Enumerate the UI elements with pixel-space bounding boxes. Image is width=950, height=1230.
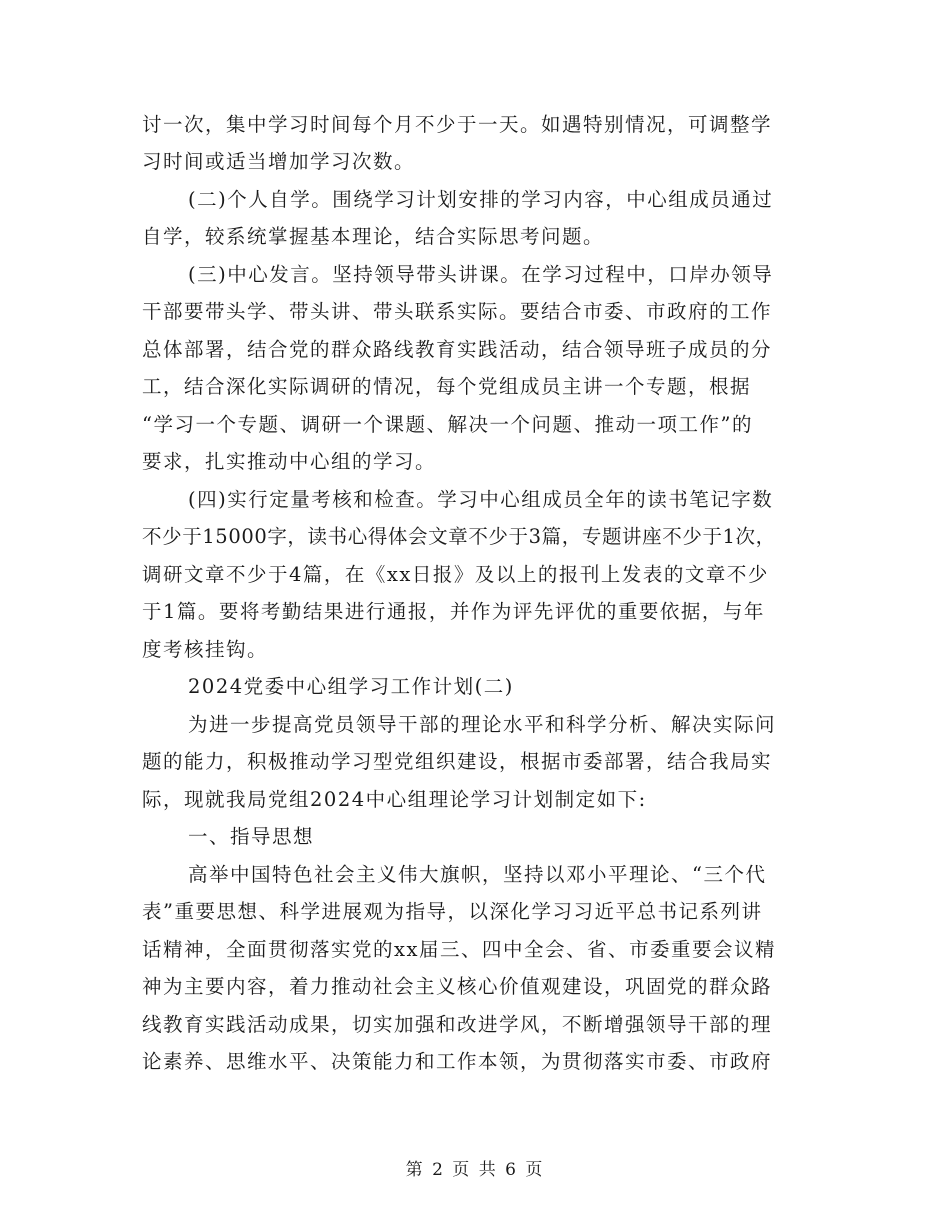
text-line: 自学，较系统掌握基本理论，结合实际思考问题。 <box>142 225 605 248</box>
text-line: 讨一次，集中学习时间每个月不少于一天。如遇特别情况，可调整学 <box>142 113 773 136</box>
text-line: 神为主要内容，着力推动社会主义核心价值观建设，巩固党的群众路 <box>142 975 773 998</box>
text-line: 度考核挂钩。 <box>142 638 269 661</box>
text-line: 表”重要思想、科学进展观为指导，以深化学习习近平总书记系列讲 <box>142 900 763 923</box>
text-line: (三)中心发言。坚持领导带头讲课。在学习过程中，口岸办领导 <box>188 263 774 286</box>
text-line: 总体部署，结合党的群众路线教育实践活动，结合领导班子成员的分 <box>142 338 773 361</box>
section-heading: 2024党委中心组学习工作计划(二) <box>188 675 514 698</box>
text-line: 为进一步提高党员领导干部的理论水平和科学分析、解决实际问 <box>188 713 777 736</box>
text-line: (二)个人自学。围绕学习计划安排的学习内容，中心组成员通过 <box>188 188 774 211</box>
text-line: 习时间或适当增加学习次数。 <box>142 150 416 173</box>
text-line: 线教育实践活动成果，切实加强和改进学风，不断增强领导干部的理 <box>142 1013 773 1036</box>
page-number: 第 2 页 共 6 页 <box>405 1160 545 1180</box>
text-line: (四)实行定量考核和检查。学习中心组成员全年的读书笔记字数 <box>188 488 774 511</box>
text-line: 际，现就我局党组2024中心组理论学习计划制定如下: <box>142 788 647 811</box>
text-line: 不少于15000字，读书心得体会文章不少于3篇，专题讲座不少于1次， <box>142 525 776 548</box>
text-line: 话精神，全面贯彻落实党的xx届三、四中全会、省、市委重要会议精 <box>142 938 776 961</box>
text-line: 调研文章不少于4篇，在《xx日报》及以上的报刊上发表的文章不少 <box>142 563 769 586</box>
text-line: 高举中国特色社会主义伟大旗帜，坚持以邓小平理论、“三个代 <box>188 863 767 886</box>
text-line: 于1篇。要将考勤结果进行通报，并作为评先评优的重要依据，与年 <box>142 600 765 623</box>
text-line: 工，结合深化实际调研的情况，每个党组成员主讲一个专题，根据 <box>142 375 752 398</box>
section-heading: 一、指导思想 <box>188 825 315 848</box>
text-line: 题的能力，积极推动学习型党组织建设，根据市委部署，结合我局实 <box>142 750 773 773</box>
text-line: 干部要带头学、带头讲、带头联系实际。要结合市委、市政府的工作 <box>142 300 773 323</box>
text-line: “学习一个专题、调研一个课题、解决一个问题、推动一项工作”的 <box>142 413 753 436</box>
text-line: 要求，扎实推动中心组的学习。 <box>142 450 437 473</box>
text-line: 论素养、思维水平、决策能力和工作本领，为贯彻落实市委、市政府 <box>142 1050 773 1073</box>
